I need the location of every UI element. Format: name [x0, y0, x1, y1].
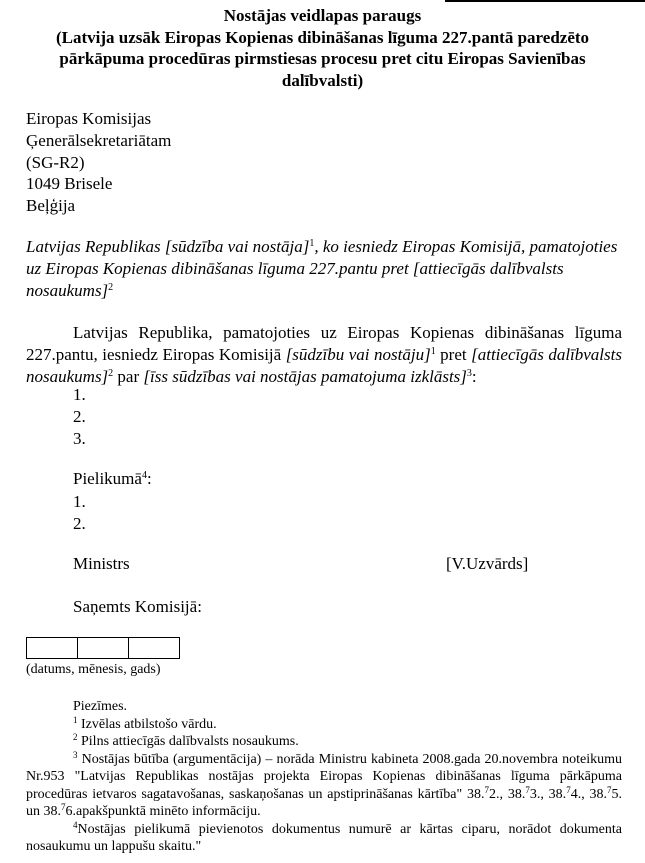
- footnote-text: Nostājas būtība (argumentācija) – norāda Ministru kabineta 2008.gada 20.novembra noteikumu Nr.953 "Latvijas Republikas nostājas projekta Eiropas Kopienas dibināšanas līguma pārkāpuma procedūras ietvaros sagatavošanas, saskaņošanas un apstiprināšanas kārtība" 38.: [26, 751, 622, 802]
- list-item: 2.: [73, 406, 86, 426]
- annex-list: [73, 491, 86, 535]
- superscript: 7: [566, 784, 571, 795]
- subject-part: , ko iesniedz Eiropas Komisijā, pamatojoties uz Eiropas Kopienas dibināšanas līguma 227.pantu pret [attiecīgās dalībvalsts nosaukums]: [26, 237, 618, 300]
- address-line: Eiropas Komisijas: [26, 109, 152, 128]
- footnote-ref: 1: [309, 238, 315, 249]
- notes-heading: Piezīmes.: [73, 699, 128, 714]
- footnote-text: 6.apakšpunktā minēto informāciju.: [65, 804, 261, 819]
- footnote-number: 4: [73, 819, 78, 830]
- footnote-number: 2: [73, 732, 78, 742]
- superscript: 7: [525, 784, 530, 795]
- annex-heading: [73, 468, 152, 490]
- address-line: Beļģija: [26, 196, 76, 216]
- footnote-number: 3: [73, 749, 78, 760]
- footnote-3: [26, 751, 622, 821]
- footnote-1: [26, 716, 622, 734]
- footnote-2: [26, 733, 622, 751]
- date-boxes: [26, 637, 179, 659]
- footnote-text: 2., 38.: [489, 786, 526, 802]
- body-paragraph: [26, 322, 622, 387]
- received-label: Saņemts Komisijā:: [73, 597, 202, 616]
- footnote-text: 3., 38.: [529, 786, 567, 802]
- footnote-ref: 3: [466, 367, 472, 379]
- date-caption: (datums, mēnesis, gads): [26, 662, 161, 677]
- subject-part: Latvijas Republikas [sūdzība vai nostāja]: [26, 237, 310, 256]
- footnote-text: Izvēlas atbilstošo vārdu.: [77, 716, 217, 732]
- title-line: pārkāpuma procedūras pirmstiesas procesu pret citu Eiropas Savienības: [59, 49, 586, 68]
- footnote-text: Pilns attiecīgās dalībvalsts nosaukums.: [77, 734, 299, 749]
- body-text: Latvijas Republika, pamatojoties uz Eiropas Kopienas dibināšanas līguma 227.pantu, iesniedz Eiropas Komisijā: [26, 323, 622, 364]
- footnote-ref: 2: [108, 282, 114, 293]
- title-line: dalībvalsti): [281, 70, 364, 90]
- date-box-month: [77, 637, 129, 659]
- placeholder-text: [sūdzību vai nostāju]: [285, 344, 431, 364]
- signatory-name: [V.Uzvārds]: [446, 554, 529, 573]
- subject-line: [26, 236, 622, 302]
- address-line: 1049 Brisele: [26, 174, 113, 194]
- list-item: 2.: [73, 513, 86, 533]
- date-box-year: [128, 637, 180, 659]
- placeholder-text: [īss sūdzības vai nostājas pamatojuma izklāsts]: [143, 366, 467, 386]
- superscript: 7: [61, 802, 66, 812]
- footnote-ref: 1: [430, 345, 436, 357]
- address-line: Ģenerālsekretariātam: [26, 130, 172, 150]
- list-item: 1.: [73, 492, 86, 511]
- list-item: 3.: [73, 428, 86, 448]
- footnote-text: 5. un 38.: [26, 786, 623, 819]
- superscript: 7: [607, 784, 612, 795]
- document-title: [20, 5, 625, 91]
- body-text: :: [471, 366, 477, 386]
- date-box-day: [26, 637, 78, 659]
- address-line: (SG-R2): [26, 152, 85, 172]
- title-line: Nostājas veidlapas paraugs: [223, 6, 422, 25]
- body-text: pret: [435, 344, 472, 364]
- footnote-4: [26, 821, 622, 856]
- footnote-ref: 2: [108, 367, 114, 379]
- list-item: 1.: [73, 385, 86, 404]
- footnote-text: 4., 38.: [570, 786, 608, 802]
- annex-label: Pielikumā: [73, 469, 142, 488]
- title-line: (Latvija uzsāk Eiropas Kopienas dibināšanas līguma 227.pantā paredzēto: [55, 27, 590, 47]
- body-text: par: [113, 366, 144, 386]
- footnote-number: 1: [73, 714, 78, 725]
- recipient-address: [26, 108, 171, 217]
- footnote-ref: 4: [141, 470, 147, 481]
- placeholder-text: [attiecīgās dalībvalsts nosaukums]: [26, 344, 622, 386]
- footnotes: [26, 698, 622, 856]
- annex-colon: :: [146, 469, 152, 488]
- numbered-list: [73, 384, 86, 449]
- signatory-title: Ministrs: [73, 554, 130, 573]
- top-rule: [445, 0, 645, 2]
- superscript: 7: [484, 784, 490, 795]
- footnote-text: Nostājas pielikumā pievienotos dokumentus numurē ar kārtas ciparu, norādot dokumenta nosaukumu un lappušu skaitu.": [26, 821, 622, 854]
